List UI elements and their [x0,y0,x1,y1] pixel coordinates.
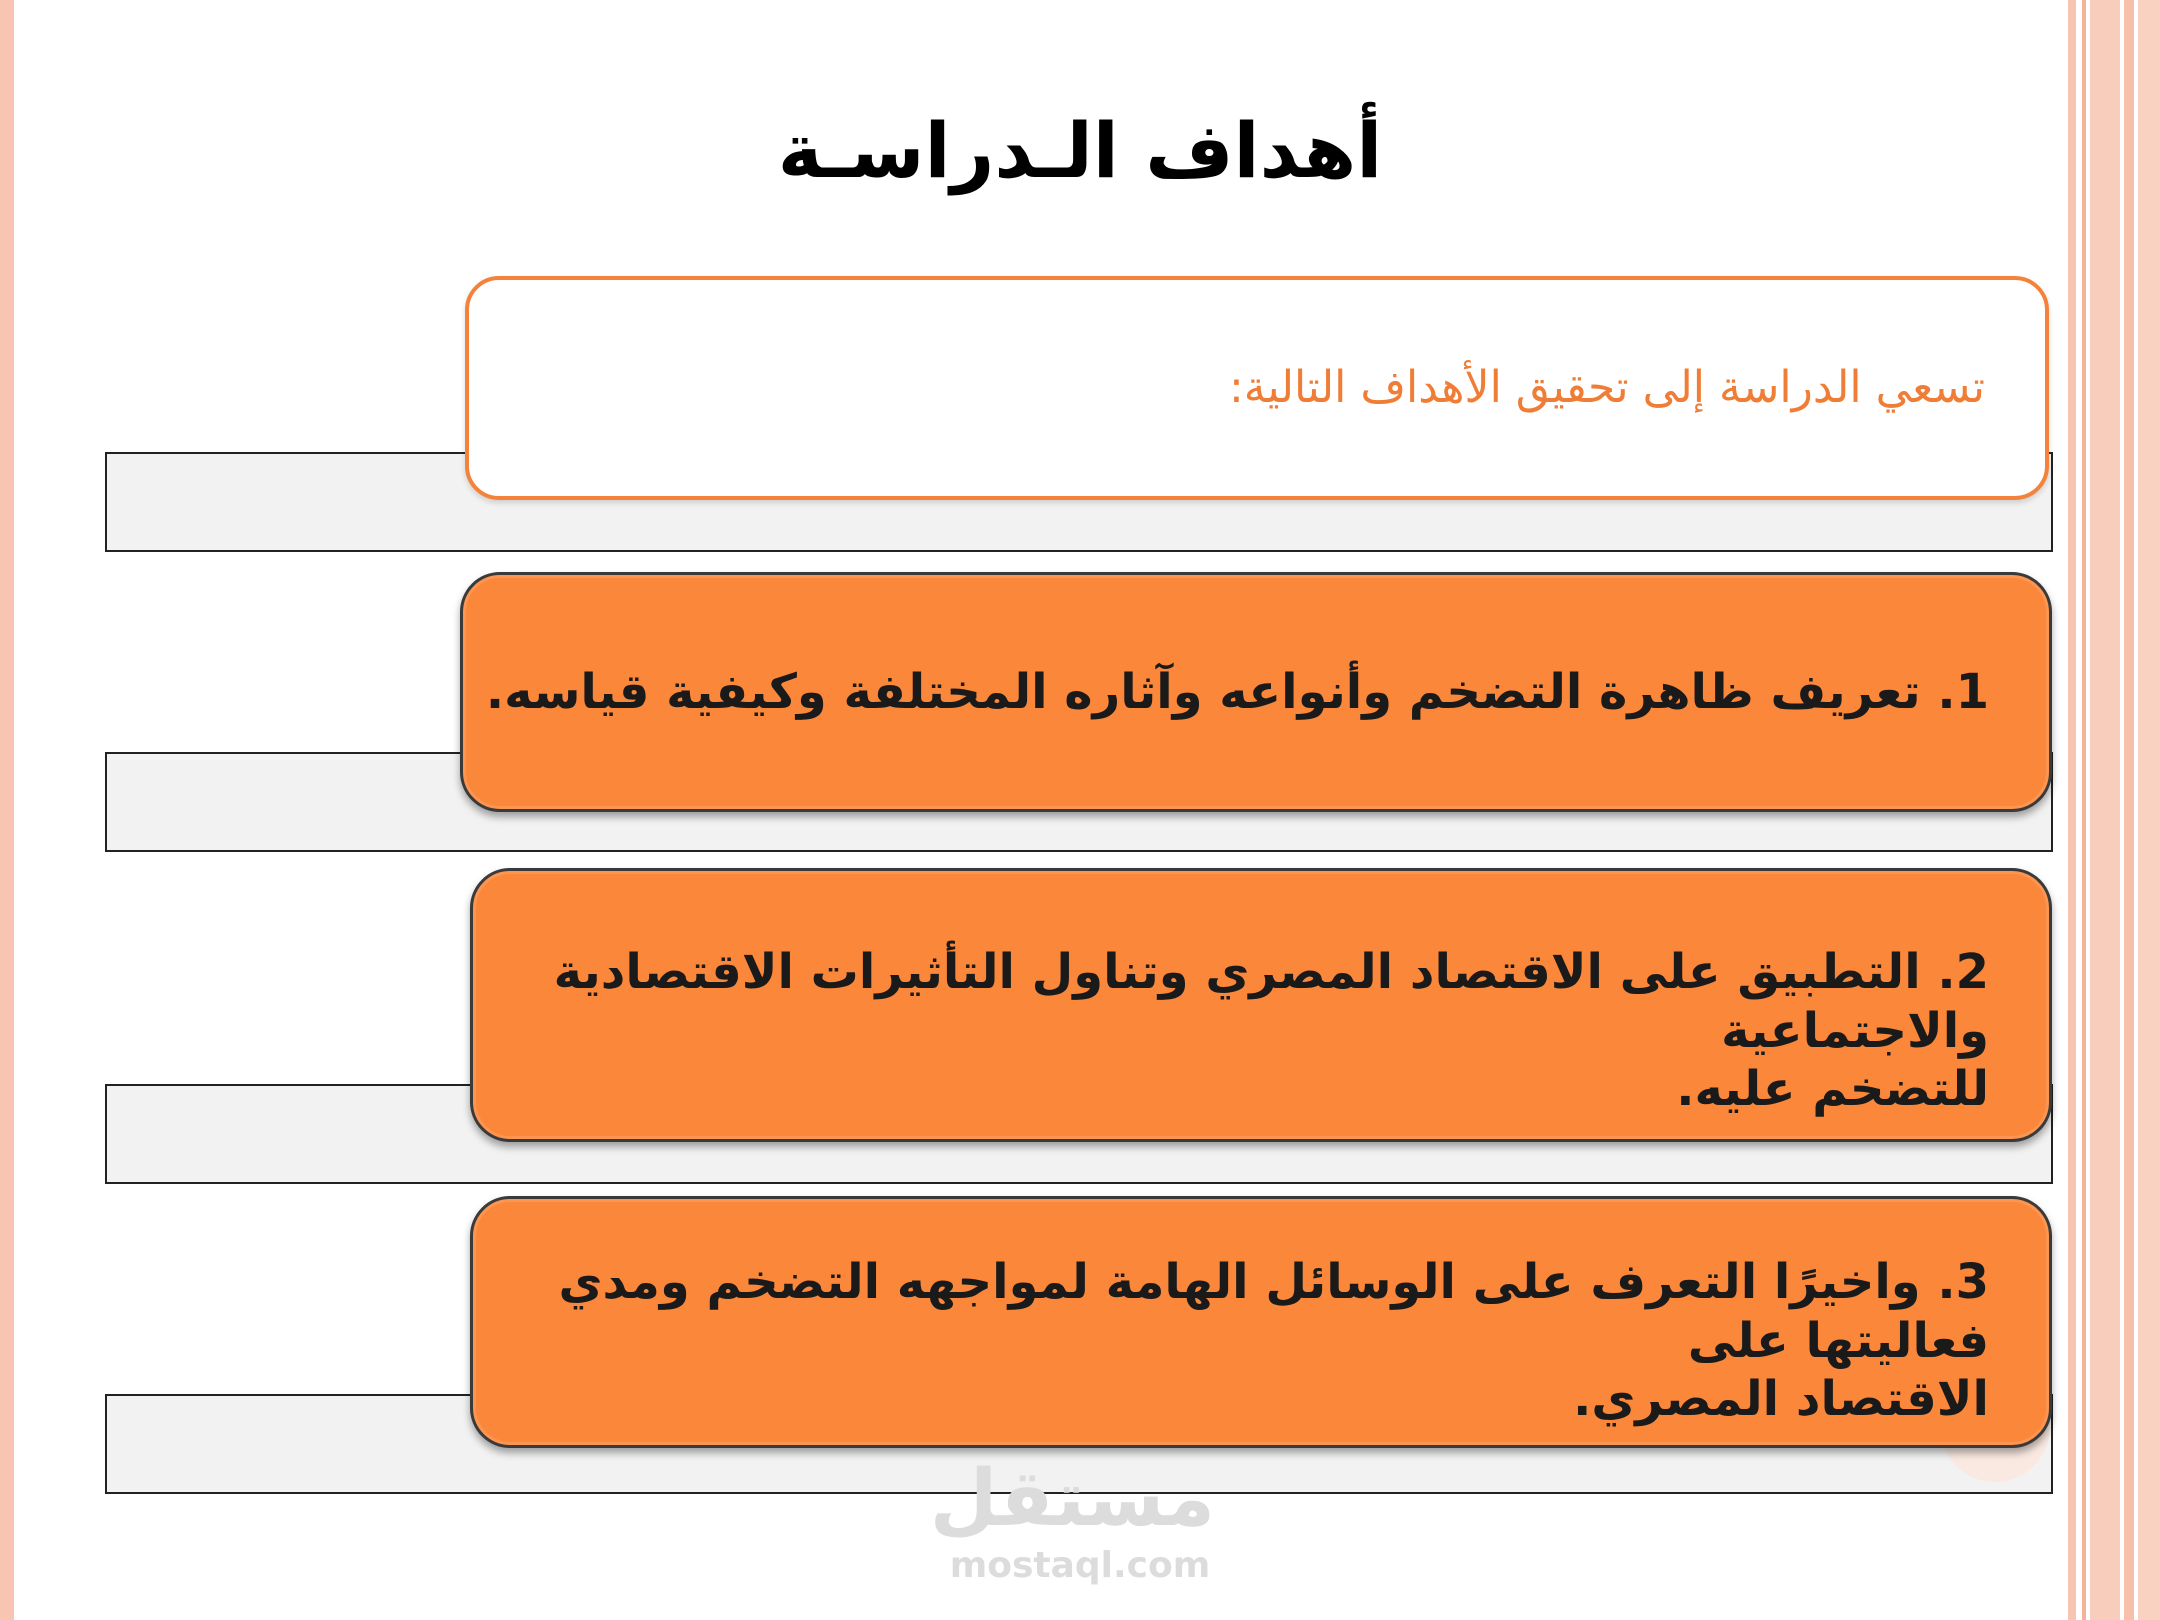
frame-stripe-right-5 [2138,0,2160,1620]
goal-1-line-1: 1. تعريف ظاهرة التضخم وأنواعه وآثاره المختلفة وكيفية قياسه. [485,664,1989,720]
slide-title: أهداف الـدراسـة [777,106,1383,195]
frame-stripe-right-2 [2082,0,2086,1620]
frame-stripe-right-1 [2068,0,2076,1620]
frame-stripe-right-3 [2090,0,2120,1620]
goal-3-text [473,1253,1989,1429]
goal-3-line-1: 3. واخيرًا التعرف على الوسائل الهامة لمواجهه التضخم ومدي فعاليتها على [558,1254,1989,1369]
watermark-logo: مستقل [929,1454,1215,1544]
goal-1-text [486,663,1989,722]
watermark-url: mostaql.com [949,1545,1211,1586]
goal-box-2 [470,868,2052,1142]
frame-stripe-left [0,0,14,1620]
goal-2-text [473,943,1989,1119]
intro-text: تسعي الدراسة إلى تحقيق الأهداف التالية: [1228,362,1985,413]
goal-box-3 [470,1196,2052,1448]
goal-2-line-1: 2. التطبيق على الاقتصاد المصري وتناول التأثيرات الاقتصادية والاجتماعية [553,944,1989,1059]
frame-stripe-right-4 [2124,0,2134,1620]
goal-box-1 [460,572,2052,812]
goal-2-line-2: للتضخم عليه. [1676,1061,1989,1118]
goal-3-line-2: الاقتصاد المصري. [1573,1371,1989,1428]
intro-box [465,276,2049,500]
